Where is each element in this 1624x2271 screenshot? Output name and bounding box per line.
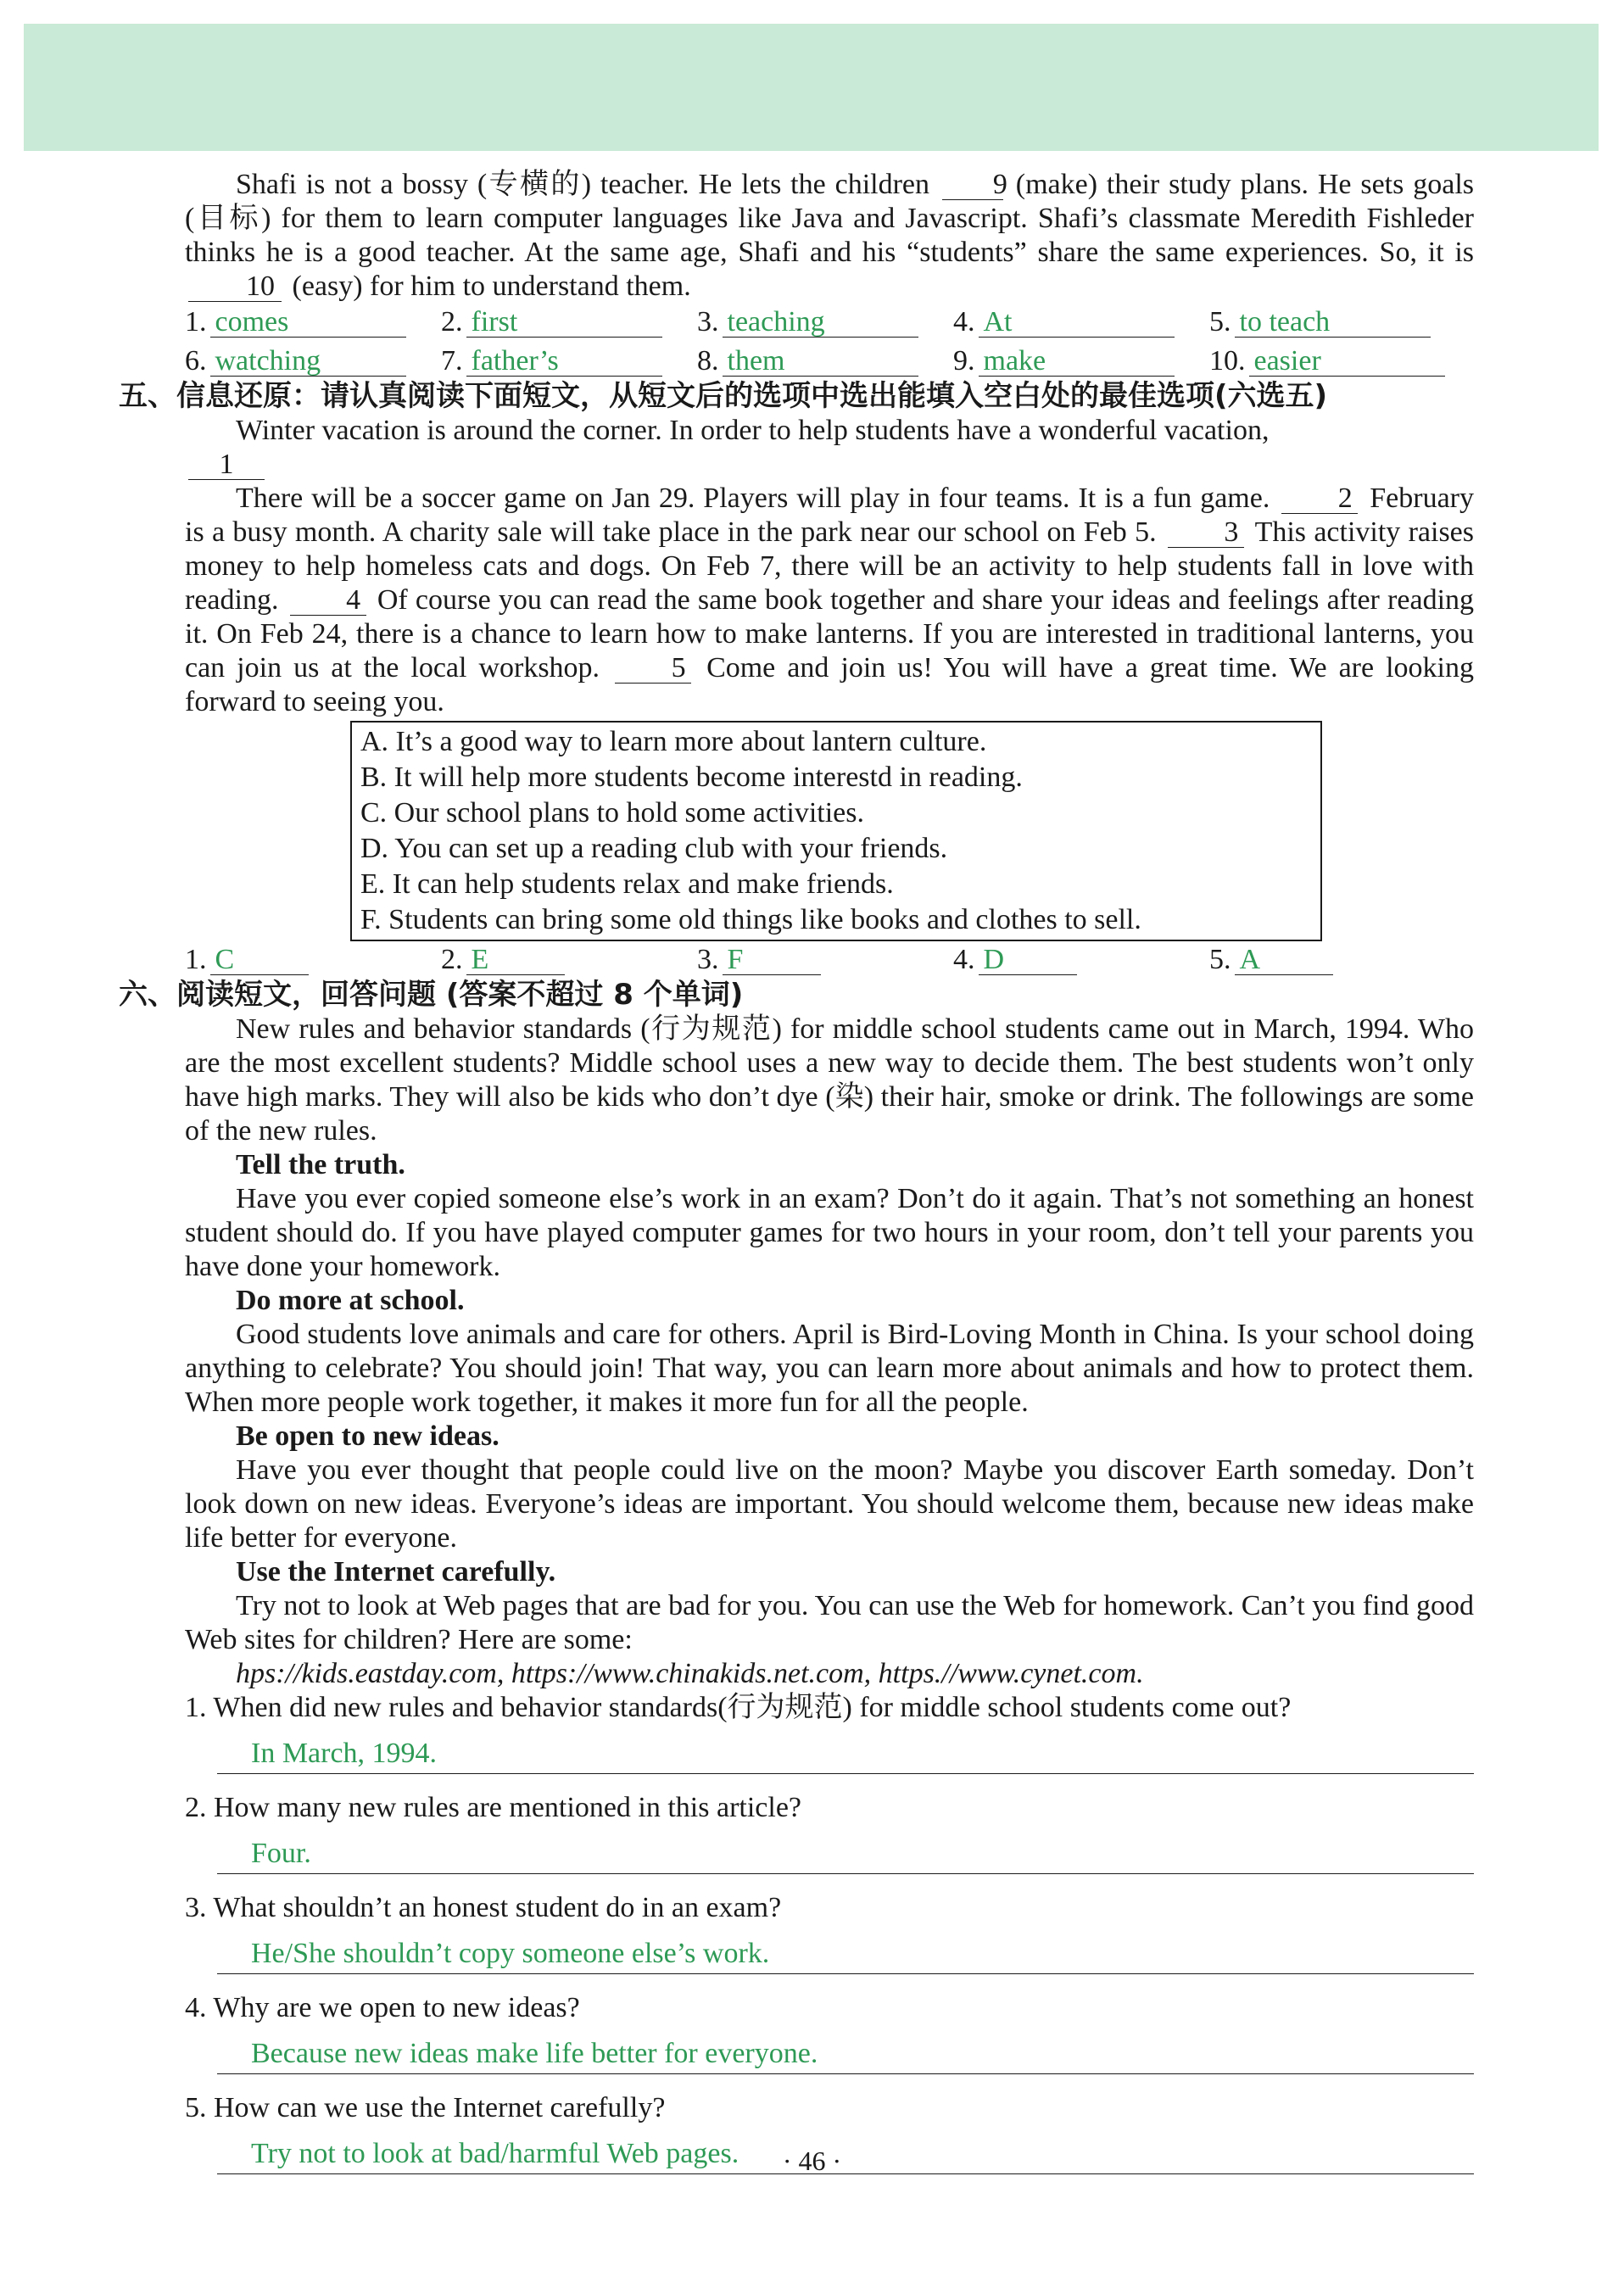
passage-4-tail bbox=[185, 168, 1474, 304]
blank-10: 10 bbox=[188, 272, 282, 302]
blank-3: 3 bbox=[1168, 518, 1244, 548]
answer-text: comes bbox=[210, 308, 406, 338]
answer-item: 3. teaching bbox=[697, 305, 953, 339]
answer-item: 1. comes bbox=[185, 305, 441, 339]
passage-5-intro: Winter vacation is around the corner. In order to help students have a wonderful vacation, bbox=[236, 415, 1270, 446]
answer-text: At bbox=[979, 308, 1175, 338]
answer-text: A bbox=[1235, 946, 1333, 975]
answer-text: first bbox=[466, 308, 662, 338]
answer-line: Try not to look at bad/harmful Web pages. bbox=[217, 2125, 1474, 2174]
answer-text: easier bbox=[1249, 347, 1445, 377]
page-number: · 46 · bbox=[782, 2145, 842, 2176]
answer-item: 2. first bbox=[441, 305, 697, 339]
subheading-tell-truth: Tell the truth. bbox=[236, 1149, 405, 1180]
answer-text: father’s bbox=[466, 347, 662, 377]
answer-line: He/She shouldn’t copy someone else’s work. bbox=[217, 1925, 1474, 1974]
answer-row bbox=[185, 305, 1474, 339]
answer-item: 4. At bbox=[953, 305, 1209, 339]
option-e: E. It can help students relax and make friends. bbox=[360, 868, 894, 900]
answer-item: 7. father’s bbox=[441, 344, 697, 378]
option-d: D. You can set up a reading club with your friends. bbox=[360, 833, 948, 864]
blank-9: 9 bbox=[942, 170, 1003, 200]
page-content bbox=[119, 168, 1475, 2191]
passage-text: (make) their study plans. He sets goals (目标) for them to learn computer languages like Java and Javascript. Shafi’s classmate Meredith Fishleder thinks he is a good teacher. At the same age, Shafi and his “students” share the same experiences. So, it is bbox=[185, 169, 1475, 268]
options-box bbox=[350, 721, 1322, 941]
answer-text: to teach bbox=[1235, 308, 1431, 338]
answer-row bbox=[185, 943, 1474, 977]
answer-item: 9. make bbox=[953, 344, 1209, 378]
paragraph-tell-truth: Have you ever copied someone else’s work in an exam? Don’t do it again. That’s not something an honest student should do. If you have played computer games for two hours in your room, don’t tell your parents you have done your homework. bbox=[185, 1183, 1474, 1282]
answer-item: 8. them bbox=[697, 344, 953, 378]
section-5-title: 五、信息还原：请认真阅读下面短文，从短文后的选项中选出能填入空白处的最佳选项(六选五) bbox=[119, 379, 1328, 413]
subheading-internet: Use the Internet carefully. bbox=[236, 1556, 556, 1587]
answer-text: D bbox=[979, 946, 1077, 975]
question: 2. How many new rules are mentioned in this article? bbox=[185, 1792, 801, 1823]
subheading-open-ideas: Be open to new ideas. bbox=[236, 1420, 499, 1452]
paragraph-do-more: Good students love animals and care for others. April is Bird-Loving Month in China. Is your school doing anything to celebrate? You should join! That way, you can learn more about animals and how to protect them. When more people work together, it makes it more fun for all the people. bbox=[185, 1319, 1474, 1418]
option-a: A. It’s a good way to learn more about lantern culture. bbox=[360, 726, 987, 757]
option-f: F. Students can bring some old things like books and clothes to sell. bbox=[360, 904, 1141, 935]
answer-item: 6. watching bbox=[185, 344, 441, 378]
subheading-do-more: Do more at school. bbox=[236, 1285, 465, 1316]
option-c: C. Our school plans to hold some activities. bbox=[360, 797, 864, 829]
blank-4: 4 bbox=[290, 586, 366, 616]
answer-text: them bbox=[723, 347, 918, 377]
blank-1: 1 bbox=[188, 450, 265, 480]
question: 3. What shouldn’t an honest student do in an exam? bbox=[185, 1892, 782, 1923]
answer-line: Four. bbox=[217, 1825, 1474, 1874]
answer-item: 5. A bbox=[1209, 943, 1465, 977]
question: 1. When did new rules and behavior standards(行为规范) for middle school students come out? bbox=[185, 1692, 1292, 1723]
section-6-title: 六、阅读短文，回答问题 (答案不超过 8 个单词) bbox=[119, 978, 744, 1012]
option-b: B. It will help more students become interestd in reading. bbox=[360, 762, 1023, 793]
answer-item: 3. F bbox=[697, 943, 953, 977]
answer-text: watching bbox=[210, 347, 406, 377]
answer-text: F bbox=[723, 946, 821, 975]
answer-item: 10. easier bbox=[1209, 344, 1465, 378]
blank-5: 5 bbox=[615, 654, 691, 684]
passage-text: Shafi is not a bossy (专横的) teacher. He lets the children bbox=[236, 169, 929, 200]
answer-text: teaching bbox=[723, 308, 918, 338]
answer-item: 2. E bbox=[441, 943, 697, 977]
answer-item: 5. to teach bbox=[1209, 305, 1465, 339]
passage-5-body: There will be a soccer game on Jan 29. Players will play in four teams. It is a fun game. 2 February is a busy month. A charity sale will take place in the park near our school on Feb 5. 3 This activity raises money to help homeless cats and dogs. On Feb 7, there will be an activity to help students fall in love with reading. 4 Of course you can read the same book together and share your ideas and feelings after reading it. On Feb 24, there is a chance to learn how to make lanterns. If you are interested in traditional lanterns, you can join us at the local workshop. 5 Come and join us! You will have a great time. We are looking forward to seeing you. bbox=[185, 483, 1475, 717]
answer-line: Because new ideas make life better for everyone. bbox=[217, 2025, 1474, 2074]
paragraph-internet: Try not to look at Web pages that are bad for you. You can use the Web for homework. Can’t you find good Web sites for children? Here are some: bbox=[185, 1590, 1474, 1655]
passage-6-intro: New rules and behavior standards (行为规范) for middle school students came out in March, 1994. Who are the most excellent students? Middle school uses a new way to decide them. The best students won’t only have high marks. They will also be kids who don’t dye (染) their hair, smoke or drink. The followings are some of the new rules. bbox=[185, 1013, 1474, 1147]
blank-2: 2 bbox=[1281, 484, 1358, 514]
qa-list bbox=[185, 1691, 1474, 2174]
answer-item: 4. D bbox=[953, 943, 1209, 977]
answer-row bbox=[185, 344, 1474, 378]
answer-text: E bbox=[466, 946, 565, 975]
question: 4. Why are we open to new ideas? bbox=[185, 1992, 580, 2023]
passage-5-blank1 bbox=[185, 448, 1474, 482]
answer-text: C bbox=[210, 946, 309, 975]
question: 5. How can we use the Internet carefully? bbox=[185, 2092, 666, 2123]
paragraph-open-ideas: Have you ever thought that people could live on the moon? Maybe you discover Earth someday. Don’t look down on new ideas. Everyone’s ideas are important. You should welcome them, because new ideas make life better for everyone. bbox=[185, 1454, 1474, 1554]
answer-text: make bbox=[979, 347, 1175, 377]
answer-item: 1. C bbox=[185, 943, 441, 977]
header-band bbox=[24, 24, 1599, 151]
url-list: hps://kids.eastday.com, https://www.chinakids.net.com, https.//www.cynet.com. bbox=[236, 1658, 1144, 1689]
passage-text: (easy) for him to understand them. bbox=[292, 271, 691, 302]
answer-line: In March, 1994. bbox=[217, 1725, 1474, 1774]
